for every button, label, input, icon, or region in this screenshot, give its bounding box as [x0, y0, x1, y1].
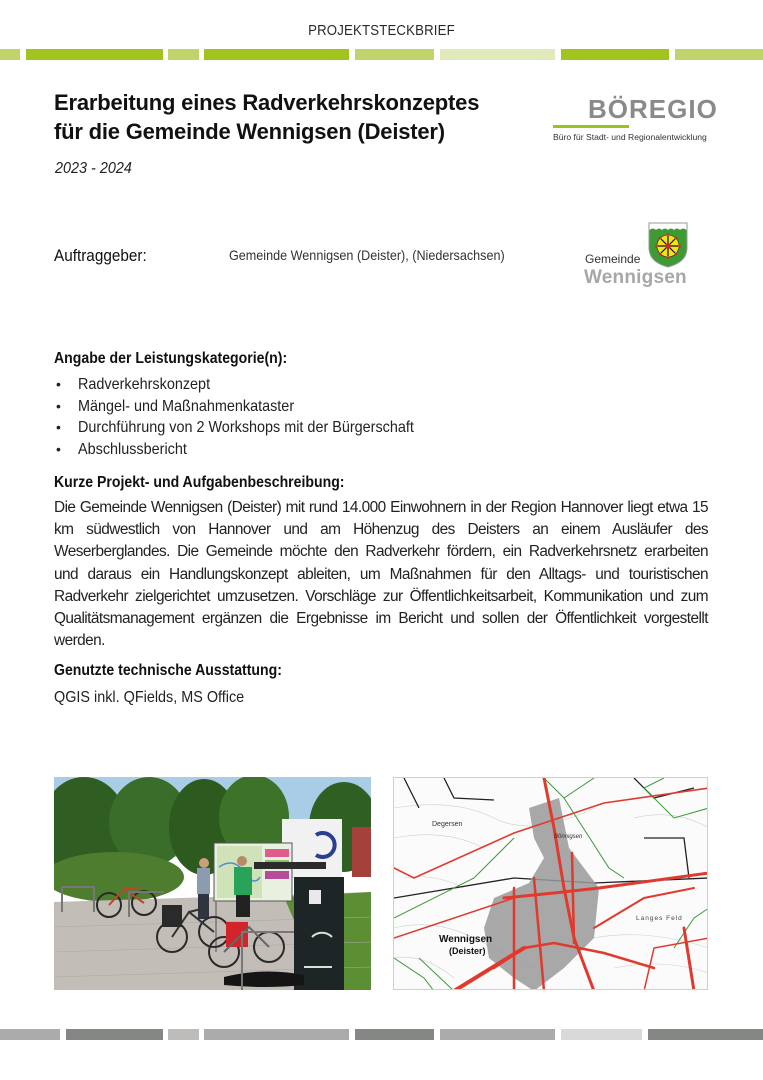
equipment-heading: Genutzte technische Ausstattung:: [54, 662, 282, 679]
bullet-icon: •: [56, 376, 61, 392]
services-list: [54, 374, 451, 460]
decor-segment: [440, 49, 555, 60]
client-logo-line-2: Wennigsen: [584, 267, 687, 288]
project-title-line-1: Erarbeitung eines Radverkehrskonzeptes: [54, 90, 480, 115]
company-logo-name: BÖREGIO: [588, 94, 718, 124]
decor-segment: [0, 1029, 60, 1040]
decor-segment: [204, 1029, 349, 1040]
client-label: Auftraggeber:: [54, 246, 147, 265]
decor-segment: [561, 49, 669, 60]
map-label-wennigsen: Wennigsen: [439, 934, 493, 945]
decor-segment: [0, 49, 20, 60]
decor-segment: [440, 1029, 555, 1040]
document-type-label: PROJEKTSTECKBRIEF: [308, 22, 455, 39]
decor-segment: [561, 1029, 642, 1040]
client-value: Gemeinde Wennigsen (Deister), (Niedersachsen): [229, 247, 505, 263]
map-illustration: [394, 778, 708, 990]
map-label-degersen: Degersen: [432, 821, 463, 828]
list-item: • Radverkehrskonzept: [54, 374, 451, 396]
coat-of-arms-icon: [648, 222, 688, 268]
client-logo-line-1: Gemeinde: [585, 252, 641, 266]
decor-segment: [66, 1029, 163, 1040]
decor-segment: [26, 49, 163, 60]
decor-segment: [675, 49, 763, 60]
project-years: 2023 - 2024: [55, 160, 132, 177]
company-logo-subtitle: Büro für Stadt- und Regionalentwicklung: [553, 132, 707, 142]
bullet-icon: •: [56, 397, 61, 414]
description-heading: Kurze Projekt- und Aufgabenbeschreibung:: [54, 474, 345, 491]
list-item: • Abschlussbericht: [54, 439, 451, 461]
services-heading: Angabe der Leistungskategorie(n):: [54, 350, 288, 367]
equipment-text: QGIS inkl. QFields, MS Office: [54, 689, 245, 706]
map-label-deister: (Deister): [449, 946, 486, 956]
list-item: • Durchführung von 2 Workshops mit der Bürgerschaft: [54, 417, 451, 439]
map-label-langes-feld: Langes Feld: [636, 915, 683, 922]
project-title-line-2: für die Gemeinde Wennigsen (Deister): [54, 119, 445, 144]
decor-segment: [648, 1029, 763, 1040]
bullet-icon: •: [56, 419, 61, 435]
photo-illustration: [54, 777, 371, 990]
decor-segment: [168, 1029, 199, 1040]
list-item: • Mängel- und Maßnahmenkataster: [54, 396, 451, 418]
project-title: [54, 88, 479, 146]
bullet-icon: •: [56, 440, 61, 457]
project-photo: [54, 777, 371, 990]
map-label-boennigsen: Bönnigsen: [554, 834, 583, 840]
decor-segment: [204, 49, 349, 60]
company-logo-accent-line: [553, 125, 629, 128]
description-text: Die Gemeinde Wennigsen (Deister) mit rund 14.000 Einwohnern in der Region Hannover liegt etwa 15 km südwestlich von Hannover und am Höhenzug des Deisters an einem Ausläufer des Weserberglandes. Die Gemeinde möchte den Radverkehr fördern, ein Radverkehrsnetz erarbeiten und daraus ein Handlungskonzept ableiten, um Maßnahmen für den Alltags- und touristischen Radverkehr zielgerichtet umzusetzen. Vorschläge zur Öffentlichkeitsarbeit, Kommunikation und zum Qualitätsmanagement ergänzen die Ergebnisse im Bericht und sollen der Öffentlichkeit vorgestellt werden.: [54, 499, 708, 650]
decor-segment: [168, 49, 199, 60]
project-map: [393, 777, 708, 990]
decor-segment: [355, 49, 434, 60]
decor-segment: [355, 1029, 434, 1040]
